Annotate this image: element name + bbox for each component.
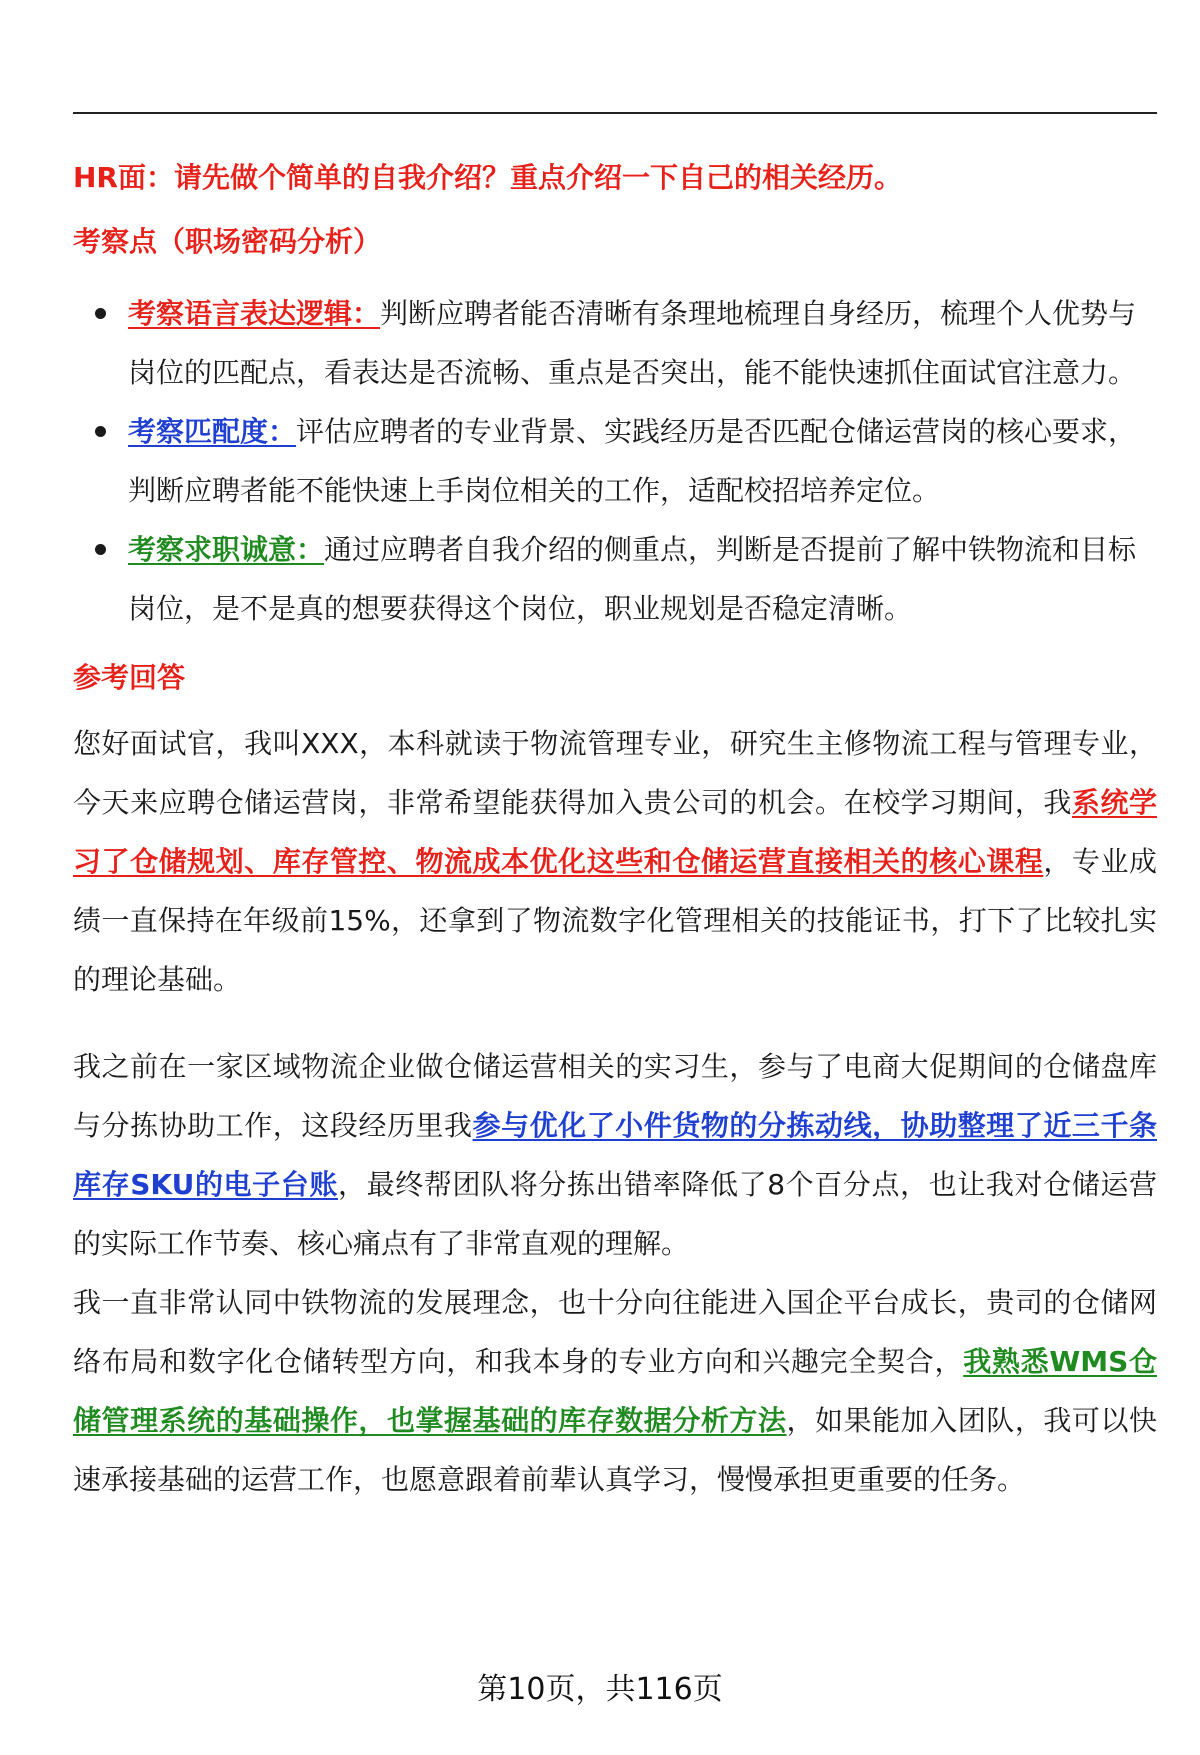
analysis-item-text: 通过应聘者自我介绍的侧重点，判断是否提前了解中铁物流和目标岗位，是不是真的想要获得这个岗位，职业规划是否稳定清晰。: [128, 533, 1137, 625]
answer-paragraph-2: [73, 1037, 1157, 1273]
answer-text: ，专业成绩一直保持在年级前15%，还拿到了物流数字化管理相关的技能证书，打下了比较扎实的理论基础。: [73, 845, 1157, 996]
analysis-item: [73, 284, 1157, 402]
answer-highlight-red: 系统学习了仓储规划、库存管控、物流成本优化这些和仓储运营直接相关的核心课程: [73, 786, 1157, 878]
answer-highlight-green: 我熟悉WMS仓储管理系统的基础操作，也掌握基础的库存数据分析方法: [73, 1345, 1157, 1437]
analysis-heading: 考察点（职场密码分析）: [73, 225, 382, 258]
analysis-item: [73, 520, 1157, 638]
answer-paragraph-3: [73, 1273, 1157, 1509]
answer-paragraph-1: [73, 714, 1157, 1009]
analysis-item-label: 考察匹配度：: [128, 415, 297, 448]
analysis-item: [73, 402, 1157, 520]
analysis-list: [73, 284, 1157, 638]
answer-heading: 参考回答: [73, 661, 186, 694]
interview-question: HR面：请先做个简单的自我介绍？重点介绍一下自己的相关经历。: [73, 161, 902, 194]
analysis-item-label: 考察语言表达逻辑：: [128, 297, 381, 330]
analysis-item-text: 评估应聘者的专业背景、实践经历是否匹配仓储运营岗的核心要求，判断应聘者能不能快速上手岗位相关的工作，适配校招培养定位。: [128, 415, 1137, 507]
answer-text: 我之前在一家区域物流企业做仓储运营相关的实习生，参与了电商大促期间的仓储盘库与分拣协助工作，这段经历里我: [73, 1050, 1157, 1142]
page-number-footer: 第10页，共116页: [477, 1672, 723, 1707]
analysis-item-text: 判断应聘者能否清晰有条理地梳理自身经历，梳理个人优势与岗位的匹配点，看表达是否流畅、重点是否突出，能不能快速抓住面试官注意力。: [128, 297, 1137, 389]
bullet-icon: [95, 426, 106, 437]
page-content: [73, 150, 1157, 1509]
answer-text: 我一直非常认同中铁物流的发展理念，也十分向往能进入国企平台成长，贵司的仓储网络布局和数字化仓储转型方向，和我本身的专业方向和兴趣完全契合，: [73, 1286, 1157, 1378]
answer-text: 您好面试官，我叫XXX，本科就读于物流管理专业，研究生主修物流工程与管理专业，今天来应聘仓储运营岗，非常希望能获得加入贵公司的机会。在校学习期间，我: [73, 727, 1157, 819]
answer-highlight-blue: 参与优化了小件货物的分拣动线，协助整理了近三千条库存SKU的电子台账: [73, 1109, 1157, 1201]
answer-text: ，最终帮团队将分拣出错率降低了8个百分点，也让我对仓储运营的实际工作节奏、核心痛点有了非常直观的理解。: [73, 1168, 1157, 1260]
analysis-item-label: 考察求职诚意：: [128, 533, 325, 566]
header-divider: [73, 112, 1157, 114]
bullet-icon: [95, 308, 106, 319]
answer-text: ，如果能加入团队，我可以快速承接基础的运营工作，也愿意跟着前辈认真学习，慢慢承担更重要的任务。: [73, 1404, 1157, 1496]
bullet-icon: [95, 544, 106, 555]
